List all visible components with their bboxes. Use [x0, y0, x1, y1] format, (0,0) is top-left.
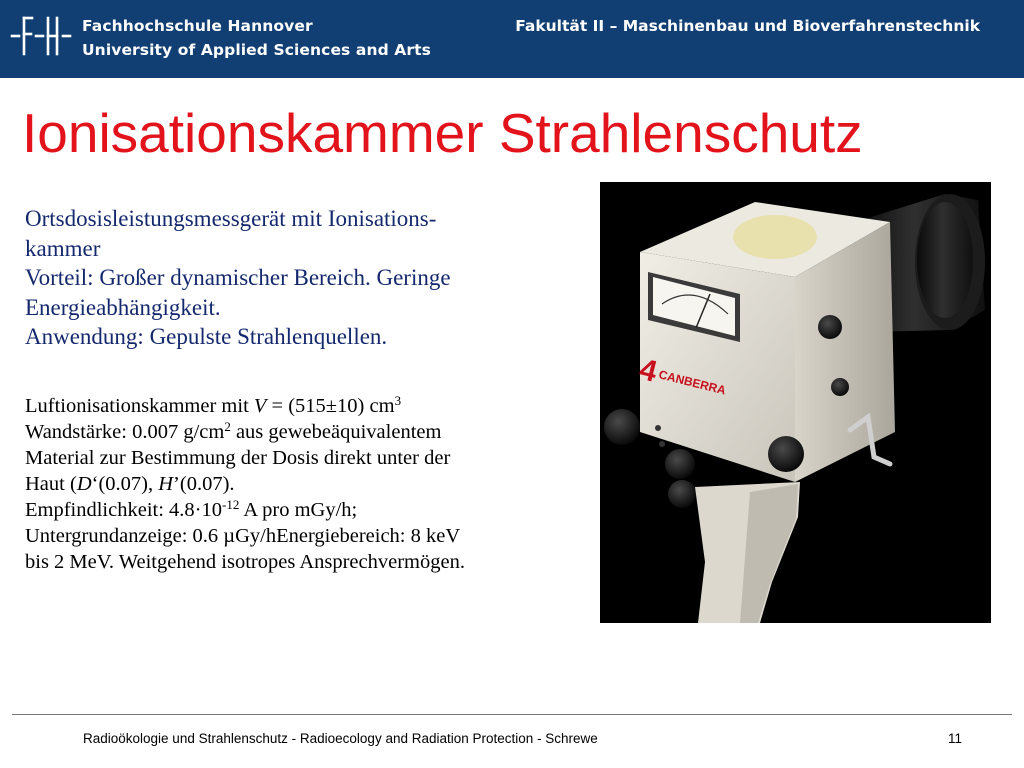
fh-logo [10, 14, 72, 58]
detail-line-background: Untergrundanzeige: 0.6 µGy/hEnergiebereich: 8 keV [25, 525, 461, 547]
detail-line-wall: Wandstärke: 0.007 $g/cm^2$ aus gewebeäquivalentem [25, 419, 442, 443]
detail-line-energy: bis 2 MeV. Weitgehend isotropes Ansprechvermögen. [25, 551, 465, 573]
control-knob [665, 449, 695, 479]
university-name [82, 14, 431, 62]
side-knob [831, 378, 849, 396]
detail-text [25, 393, 600, 575]
faculty-name: Fakultät II – Maschinenbau und Bioverfahrenstechnik [515, 17, 980, 35]
intro-text [25, 204, 585, 352]
detail-line-volume: Luftionisationskammer mit V = (515±10) $cm^3$ [25, 393, 402, 417]
detail-line-skin: Haut (D‘(0.07), H’(0.07). [25, 473, 235, 495]
header-bar [0, 0, 1024, 78]
intro-line: Vorteil: Großer dynamischer Bereich. Geringe [25, 265, 451, 290]
intro-line: Ortsdosisleistungsmessgerät mit Ionisations- [25, 206, 437, 231]
slide-title: Ionisationskammer Strahlenschutz [22, 102, 863, 164]
control-knob [768, 436, 804, 472]
university-name-de: Fachhochschule Hannover [82, 17, 313, 35]
control-knob [604, 409, 640, 445]
university-name-en: University of Applied Sciences and Arts [82, 41, 431, 59]
brand-label: CANBERRA [657, 367, 728, 398]
detail-line-sensitivity: Empfindlichkeit: $4.8\cdot 10^{-12}$ A pro mGy/h; [25, 497, 358, 521]
intro-line: Energieabhängigkeit. [25, 294, 221, 320]
footer-divider [12, 714, 1012, 715]
side-knob [818, 315, 842, 339]
footer-text: Radioökologie und Strahlenschutz - Radioecology and Radiation Protection - Schrewe [83, 731, 598, 746]
intro-line: kammer [25, 235, 101, 261]
page-number: 11 [948, 731, 963, 746]
device-number-label: 4 [636, 352, 661, 389]
control-knob [668, 480, 696, 508]
detail-line-material: Material zur Bestimmung der Dosis direkt unter der [25, 447, 451, 469]
ionization-chamber-photo [600, 182, 991, 623]
intro-line: Anwendung: Gepulste Strahlenquellen. [25, 324, 388, 349]
